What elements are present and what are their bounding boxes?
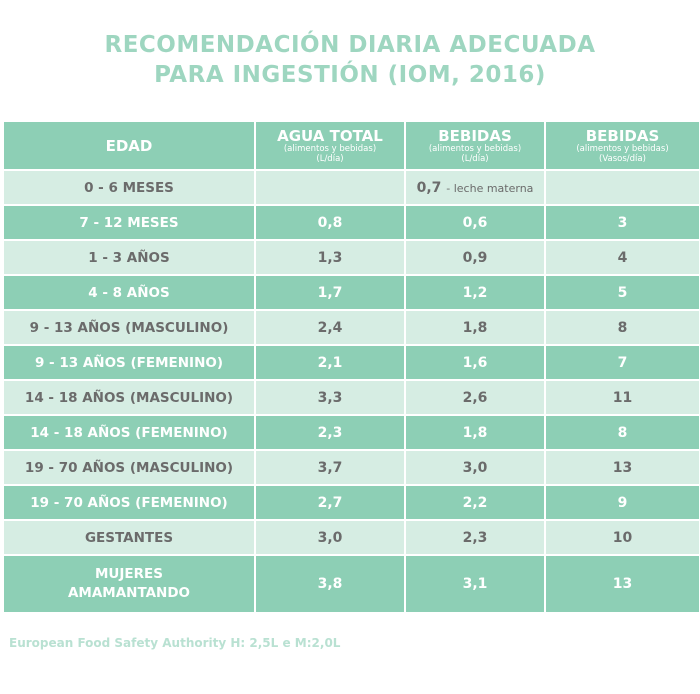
glasses-cell: 9: [545, 485, 700, 520]
table-header-row: [3, 121, 700, 170]
drinks-cell: 3,0: [405, 450, 545, 485]
page-title: [0, 30, 700, 90]
table-row: [3, 520, 700, 555]
age-cell: 14 - 18 AÑOS (MASCULINO): [3, 380, 255, 415]
glasses-cell: 7: [545, 345, 700, 380]
title-line-2: PARA INGESTIÓN (IOM, 2016): [154, 62, 546, 88]
total-water-cell: 3,3: [255, 380, 405, 415]
total-water-cell: 2,3: [255, 415, 405, 450]
total-water-cell: 0,8: [255, 205, 405, 240]
age-cell: MUJERES AMAMANTANDO: [3, 555, 255, 613]
glasses-cell: 10: [545, 520, 700, 555]
header-total-water: AGUA TOTAL (alimentos y bebidas) (L/día): [255, 121, 405, 170]
drinks-cell: 0,6: [405, 205, 545, 240]
total-water-cell: 1,7: [255, 275, 405, 310]
header-drinks-liters: BEBIDAS (alimentos y bebidas) (L/día): [405, 121, 545, 170]
table-row: [3, 310, 700, 345]
drinks-cell: 3,1: [405, 555, 545, 613]
total-water-cell: 2,4: [255, 310, 405, 345]
drinks-cell: 0,7 - leche materna: [405, 170, 545, 205]
header-age: EDAD: [3, 121, 255, 170]
table-row: [3, 415, 700, 450]
header-drinks-glasses: BEBIDAS (alimentos y bebidas) (Vasos/día): [545, 121, 700, 170]
drinks-cell: 1,6: [405, 345, 545, 380]
total-water-cell: [255, 170, 405, 205]
age-cell: 19 - 70 AÑOS (MASCULINO): [3, 450, 255, 485]
drinks-cell: 1,8: [405, 310, 545, 345]
age-cell: GESTANTES: [3, 520, 255, 555]
table-row: [3, 205, 700, 240]
total-water-cell: 3,8: [255, 555, 405, 613]
table-row: [3, 275, 700, 310]
age-cell: 7 - 12 MESES: [3, 205, 255, 240]
table-row: [3, 380, 700, 415]
total-water-cell: 1,3: [255, 240, 405, 275]
age-cell: 4 - 8 AÑOS: [3, 275, 255, 310]
glasses-cell: 3: [545, 205, 700, 240]
age-cell: 9 - 13 AÑOS (FEMENINO): [3, 345, 255, 380]
total-water-cell: 2,1: [255, 345, 405, 380]
drinks-cell: 2,3: [405, 520, 545, 555]
total-water-cell: 2,7: [255, 485, 405, 520]
water-intake-table: [2, 120, 700, 614]
glasses-cell: 13: [545, 555, 700, 613]
glasses-cell: [545, 170, 700, 205]
table-row: [3, 170, 700, 205]
age-cell: 19 - 70 AÑOS (FEMENINO): [3, 485, 255, 520]
total-water-cell: 3,0: [255, 520, 405, 555]
drinks-cell: 1,8: [405, 415, 545, 450]
drinks-cell: 2,2: [405, 485, 545, 520]
glasses-cell: 8: [545, 415, 700, 450]
age-cell: 1 - 3 AÑOS: [3, 240, 255, 275]
age-cell: 14 - 18 AÑOS (FEMENINO): [3, 415, 255, 450]
age-cell: 9 - 13 AÑOS (MASCULINO): [3, 310, 255, 345]
age-cell: 0 - 6 MESES: [3, 170, 255, 205]
drinks-cell: 1,2: [405, 275, 545, 310]
source-footnote: European Food Safety Authority H: 2,5L e M:2,0L: [9, 636, 341, 650]
drinks-cell: 2,6: [405, 380, 545, 415]
table-row: [3, 345, 700, 380]
glasses-cell: 4: [545, 240, 700, 275]
glasses-cell: 11: [545, 380, 700, 415]
table-row: [3, 485, 700, 520]
table-row: [3, 450, 700, 485]
glasses-cell: 5: [545, 275, 700, 310]
total-water-cell: 3,7: [255, 450, 405, 485]
glasses-cell: 13: [545, 450, 700, 485]
glasses-cell: 8: [545, 310, 700, 345]
table-row: [3, 555, 700, 613]
drinks-cell: 0,9: [405, 240, 545, 275]
title-line-1: RECOMENDACIÓN DIARIA ADECUADA: [104, 32, 596, 58]
table-row: [3, 240, 700, 275]
